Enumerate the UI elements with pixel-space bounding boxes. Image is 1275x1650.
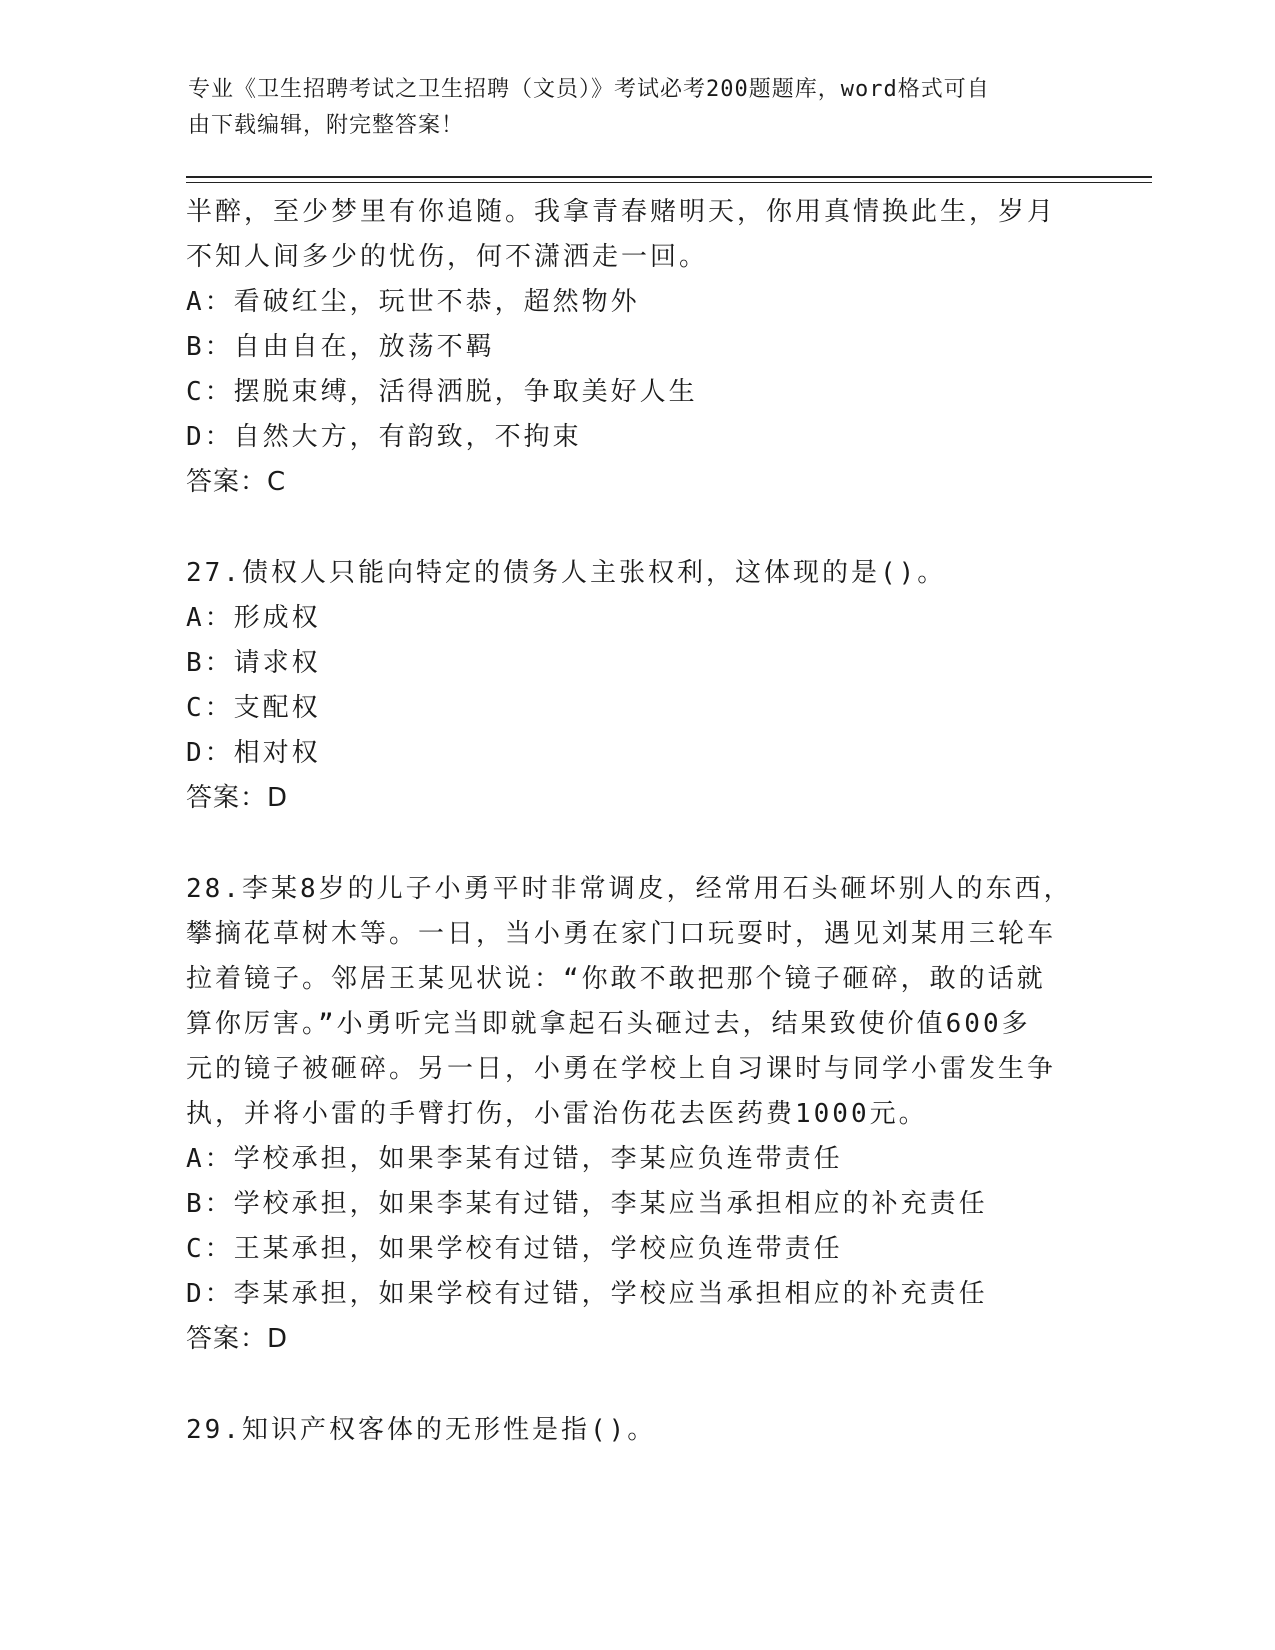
- header-divider-thick: [186, 176, 1152, 178]
- question-29: [186, 1408, 1066, 1453]
- question-text-line: 27.债权人只能向特定的债务人主张权利，这体现的是()。: [186, 558, 947, 588]
- option-b: B：请求权: [186, 648, 321, 678]
- question-text-line: 不知人间多少的忧伤，何不潇洒走一回。: [186, 242, 709, 272]
- question-text-line: 算你厉害。”小勇听完当即就拿起石头砸过去，结果致使价值600多: [186, 1009, 1031, 1039]
- option-d: D：李某承担，如果学校有过错，学校应当承担相应的补充责任: [186, 1279, 988, 1309]
- option-b: B：自由自在，放荡不羁: [186, 332, 495, 362]
- question-27: [186, 551, 1066, 821]
- question-text-line: 29.知识产权客体的无形性是指()。: [186, 1415, 657, 1445]
- answer: 答案：D: [186, 1324, 289, 1354]
- header-line-1: 专业《卫生招聘考试之卫生招聘（文员）》考试必考200题题库，word格式可自: [188, 77, 990, 102]
- question-text-line: 半醉，至少梦里有你追随。我拿青春赌明天，你用真情换此生，岁月: [186, 197, 1057, 227]
- option-b: B：学校承担，如果李某有过错，李某应当承担相应的补充责任: [186, 1189, 988, 1219]
- question-text-line: 攀摘花草树木等。一日，当小勇在家门口玩耍时，遇见刘某用三轮车: [186, 919, 1057, 949]
- question-content: [186, 190, 1073, 1453]
- option-c: C：王某承担，如果学校有过错，学校应负连带责任: [186, 1234, 843, 1264]
- header-divider-thin: [186, 182, 1152, 183]
- question-text-line: 28.李某8岁的儿子小勇平时非常调皮，经常用石头砸坏别人的东西，: [186, 874, 1073, 904]
- answer: 答案：D: [186, 783, 289, 813]
- document-header: [188, 72, 1068, 144]
- question-text-line: 拉着镜子。邻居王某见状说：“你敢不敢把那个镜子砸碎，敢的话就: [186, 964, 1046, 994]
- question-28: [186, 867, 1073, 1362]
- header-line-2: 由下载编辑，附完整答案！: [188, 113, 465, 138]
- option-a: A：学校承担，如果李某有过错，李某应负连带责任: [186, 1144, 843, 1174]
- option-d: D：自然大方，有韵致，不拘束: [186, 422, 582, 452]
- question-26: [186, 190, 1066, 505]
- question-text-line: 执，并将小雷的手臂打伤，小雷治伤花去医药费1000元。: [186, 1099, 928, 1129]
- question-text-line: 元的镜子被砸碎。另一日，小勇在学校上自习课时与同学小雷发生争: [186, 1054, 1057, 1084]
- answer: 答案：C: [186, 467, 287, 497]
- option-c: C：摆脱束缚，活得洒脱，争取美好人生: [186, 377, 698, 407]
- option-a: A：形成权: [186, 603, 321, 633]
- option-d: D：相对权: [186, 738, 321, 768]
- option-a: A：看破红尘，玩世不恭，超然物外: [186, 287, 640, 317]
- option-c: C：支配权: [186, 693, 321, 723]
